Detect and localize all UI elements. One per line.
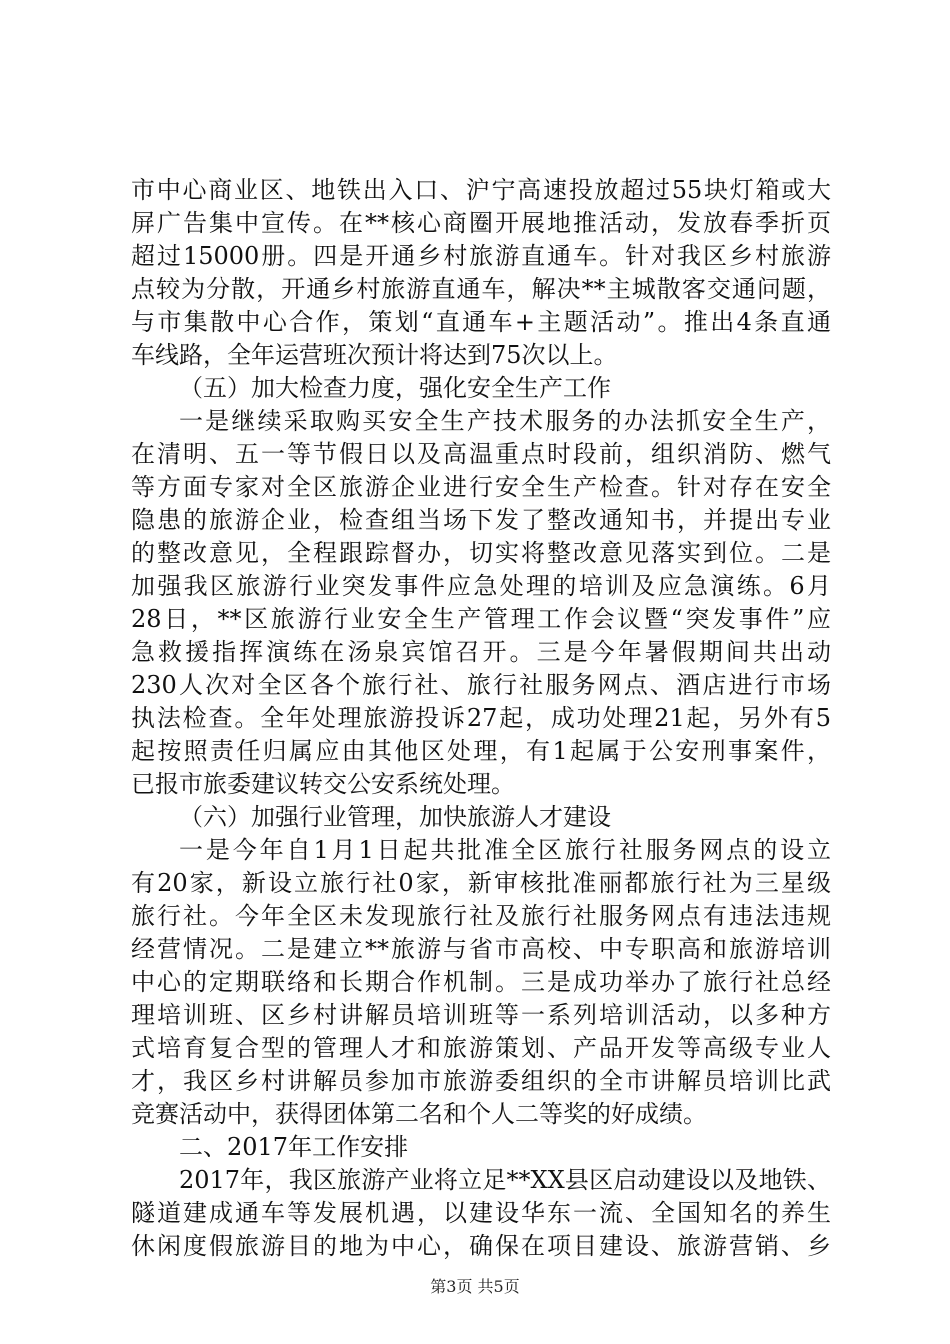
text-line: 休闲度假旅游目的地为中心，确保在项目建设、旅游营销、乡: [131, 1232, 831, 1260]
text-line: 竞赛活动中，获得团体第二名和个人二等奖的好成绩。: [131, 1100, 707, 1128]
text-line: 230人次对全区各个旅行社、旅行社服务网点、酒店进行市场: [131, 671, 831, 699]
text-line: 理培训班、区乡村讲解员培训班等一系列培训活动，以多种方: [131, 1001, 831, 1029]
text-line: 隧道建成通车等发展机遇，以建设华东一流、全国知名的养生: [131, 1199, 831, 1227]
section-heading: （五）加大检查力度，强化安全生产工作: [179, 374, 611, 402]
text-line: 屏广告集中宣传。在**核心商圈开展地推活动，发放春季折页: [131, 209, 831, 237]
text-line: 执法检查。全年处理旅游投诉27起，成功处理21起，另外有5: [131, 704, 831, 732]
text-line: 一是今年自1月1日起共批准全区旅行社服务网点的设立: [179, 836, 831, 864]
text-line: 28日，**区旅游行业安全生产管理工作会议暨“突发事件”应: [131, 605, 831, 633]
text-line: 与市集散中心合作，策划“直通车+主题活动”。推出4条直通: [131, 308, 831, 336]
text-line: 已报市旅委建议转交公安系统处理。: [131, 770, 515, 798]
page-footer: 第3页 共5页: [430, 1277, 520, 1296]
text-line: 市中心商业区、地铁出入口、沪宁高速投放超过55块灯箱或大: [131, 176, 831, 204]
text-line: 式培育复合型的管理人才和旅游策划、产品开发等高级专业人: [131, 1034, 831, 1062]
section-heading: 二、2017年工作安排: [179, 1133, 409, 1161]
text-line: 才，我区乡村讲解员参加市旅游委组织的全市讲解员培训比武: [131, 1067, 831, 1095]
text-line: 急救援指挥演练在汤泉宾馆召开。三是今年暑假期间共出动: [131, 638, 831, 666]
text-line: 有20家，新设立旅行社0家，新审核批准丽都旅行社为三星级: [131, 869, 831, 897]
text-line: 旅行社。今年全区未发现旅行社及旅行社服务网点有违法违规: [131, 902, 831, 930]
section-heading: （六）加强行业管理，加快旅游人才建设: [179, 803, 611, 831]
text-line: 2017年，我区旅游产业将立足**XX县区启动建设以及地铁、: [179, 1166, 831, 1194]
text-line: 点较为分散，开通乡村旅游直通车，解决**主城散客交通问题，: [131, 275, 831, 303]
text-line: 超过15000册。四是开通乡村旅游直通车。针对我区乡村旅游: [131, 242, 831, 270]
text-line: 加强我区旅游行业突发事件应急处理的培训及应急演练。6月: [131, 572, 831, 600]
document-body: [131, 174, 831, 1263]
text-line: 车线路，全年运营班次预计将达到75次以上。: [131, 341, 618, 369]
text-line: 等方面专家对全区旅游企业进行安全生产检查。针对存在安全: [131, 473, 831, 501]
text-line: 隐患的旅游企业，检查组当场下发了整改通知书，并提出专业: [131, 506, 831, 534]
text-line: 在清明、五一等节假日以及高温重点时段前，组织消防、燃气: [131, 440, 831, 468]
text-line: 经营情况。二是建立**旅游与省市高校、中专职高和旅游培训: [131, 935, 831, 963]
text-line: 中心的定期联络和长期合作机制。三是成功举办了旅行社总经: [131, 968, 831, 996]
text-line: 起按照责任归属应由其他区处理，有1起属于公安刑事案件，: [131, 737, 831, 765]
text-line: 的整改意见，全程跟踪督办，切实将整改意见落实到位。二是: [131, 539, 831, 567]
text-line: 一是继续采取购买安全生产技术服务的办法抓安全生产，: [179, 407, 831, 435]
